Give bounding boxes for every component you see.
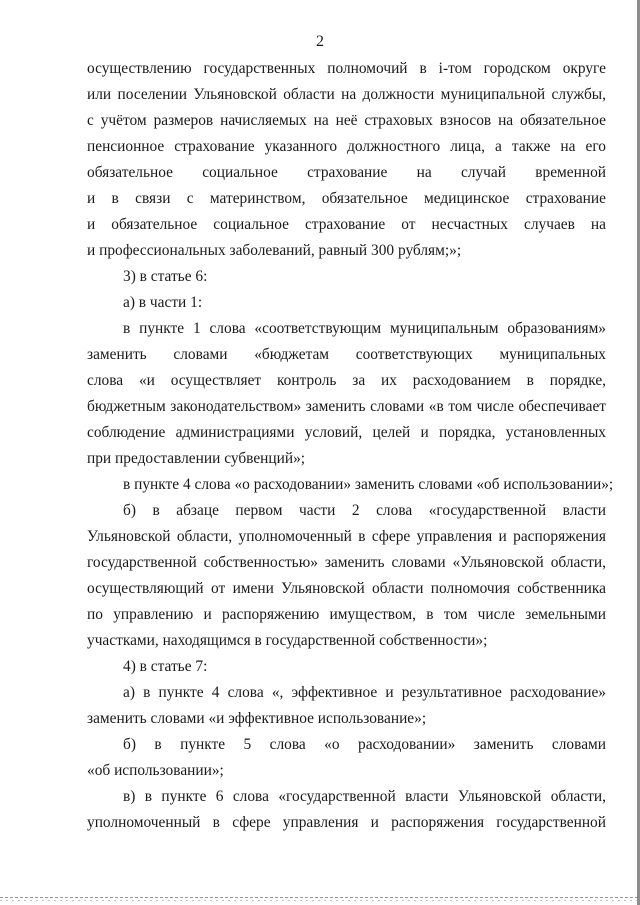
text-line: по управлению и распоряжению имуществом, в том числе земельными	[87, 606, 606, 623]
list-item: 3) в статье 6:	[123, 268, 208, 285]
text-line: и профессиональных заболеваний, равный 300 рублям;»;	[87, 242, 462, 259]
text-line: участками, находящимся в государственной собственности»;	[87, 632, 488, 649]
text-line: в пункте 1 слова «соответствующим муниципальным образованиям»	[123, 320, 606, 337]
text-line: соблюдение администрациями условий, целей и порядка, установленных	[87, 424, 606, 441]
text-line: с учётом размеров начисляемых на неё страховых взносов на обязательное	[87, 112, 606, 129]
text-line: слова «и осуществляет контроль за их расходованием в порядке,	[87, 372, 606, 389]
list-item: а) в части 1:	[123, 294, 203, 311]
text-line: или поселении Ульяновской области на должности муниципальной службы,	[87, 86, 606, 103]
page-number: 2	[316, 33, 324, 50]
text-line: в пункте 4 слова «о расходовании» заменить словами «об использовании»;	[123, 476, 614, 493]
text-line: заменить словами «и эффективное использование»;	[87, 710, 427, 727]
text-line: б) в абзаце первом части 2 слова «государственной власти	[123, 502, 606, 519]
text-line: и обязательное социальное страхование от несчастных случаев на	[87, 216, 606, 233]
text-line: пенсионное страхование указанного должностного лица, а также на его	[87, 138, 606, 155]
scan-edge	[0, 897, 640, 898]
text-line: и в связи с материнством, обязательное медицинское страхование	[87, 190, 606, 207]
text-line: обязательное социальное страхование на случай временной	[87, 164, 606, 181]
text-line: в) в пункте 6 слова «государственной власти Ульяновской области,	[123, 788, 606, 805]
text-line: уполномоченный в сфере управления и распоряжения государственной	[87, 814, 606, 831]
text-line: «об использовании»;	[87, 762, 224, 779]
text-line: осуществлению государственных полномочий в i-том городском округе	[87, 60, 606, 77]
text-line: б) в пункте 5 слова «о расходовании» заменить словами	[123, 736, 606, 753]
text-line: заменить словами «бюджетам соответствующих муниципальных	[87, 346, 606, 363]
text-line: осуществляющий от имени Ульяновской области полномочия собственника	[87, 580, 606, 597]
text-line: а) в пункте 4 слова «, эффективное и результативное расходование»	[123, 684, 606, 701]
list-item: 4) в статье 7:	[123, 658, 208, 675]
text-line: при предоставлении субвенций»;	[87, 450, 306, 467]
text-line: бюджетным законодательством» заменить словами «в том числе обеспечивает	[87, 398, 606, 415]
text-line: государственной собственностью» заменить словами «Ульяновской области,	[87, 554, 606, 571]
text-line: Ульяновской области, уполномоченный в сфере управления и распоряжения	[87, 528, 606, 545]
scan-edge	[0, 900, 640, 901]
